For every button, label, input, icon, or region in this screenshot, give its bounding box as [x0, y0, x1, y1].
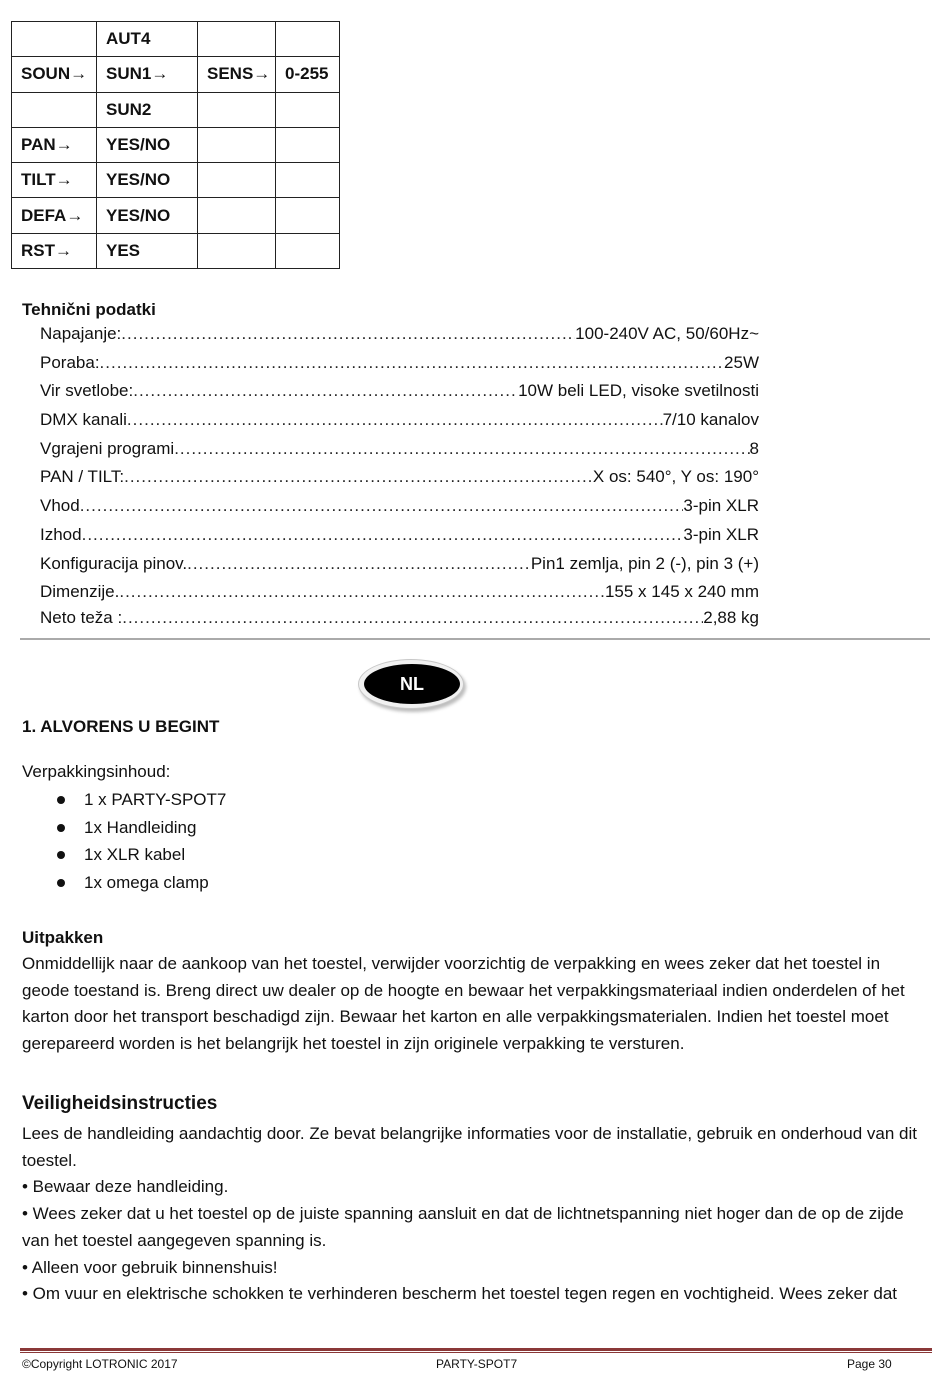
spec-value: 155 x 145 x 240 mm	[604, 582, 759, 602]
spec-row	[40, 406, 759, 435]
leader-dots	[122, 607, 703, 629]
table-cell	[198, 92, 276, 127]
table-cell: YES/NO	[97, 127, 198, 162]
table-cell	[198, 22, 276, 57]
table-cell: PAN→	[12, 127, 97, 162]
spec-label: Neto teža :	[40, 607, 123, 627]
leader-dots	[119, 578, 605, 607]
spec-value: 3-pin XLR	[683, 496, 759, 516]
spec-row	[40, 435, 759, 464]
table-cell: TILT→	[12, 163, 97, 198]
table-cell	[12, 22, 97, 57]
table-cell: YES	[97, 233, 198, 268]
spec-value: X os: 540°, Y os: 190°	[592, 467, 759, 487]
leader-dots	[82, 521, 684, 550]
spec-label: Konfiguracija pinov.	[40, 553, 188, 573]
table-cell	[198, 127, 276, 162]
package-contents-list	[0, 786, 226, 897]
leader-dots	[133, 377, 518, 406]
unpacking-paragraph: Onmiddellijk naar de aankoop van het toestel, verwijder voorzichtig de verpakking en wees zeker dat het toestel in geode toestand is. Breng direct uw dealer op de hoogte en bewaar het verpakkingsmateriaal indien onderdelen of het karton door het transport beschadigd zijn. Bewaar het karton en alle verpakkingsmaterialen. Indien het toestel moet gerepareerd worden is het belangrijk het toestel in zijn originele verpakking te versturen.	[22, 954, 905, 1054]
table-cell: SUN1→	[97, 57, 198, 92]
bullet-icon	[57, 879, 65, 887]
table-row	[12, 198, 340, 233]
spec-label: Vgrajeni programi	[40, 438, 175, 458]
table-cell	[198, 163, 276, 198]
table-cell	[276, 92, 340, 127]
leader-dots	[100, 349, 724, 378]
spec-label: Vhod	[40, 496, 80, 516]
section-divider	[20, 638, 930, 640]
spec-row	[40, 320, 759, 349]
language-badge-label: NL	[364, 664, 460, 704]
table-row	[12, 127, 340, 162]
spec-row	[40, 607, 759, 629]
table-cell	[276, 22, 340, 57]
spec-value: 10W beli LED, visoke svetilnosti	[518, 381, 759, 401]
table-cell	[198, 198, 276, 233]
table-row	[12, 22, 340, 57]
spec-value: 100-240V AC, 50/60Hz~	[575, 324, 759, 343]
leader-dots	[174, 435, 749, 464]
bullet-icon	[57, 851, 65, 859]
leader-dots	[124, 463, 593, 492]
table-cell: YES/NO	[97, 198, 198, 233]
footer-rule-thin	[20, 1352, 932, 1353]
table-cell: SOUN→	[12, 57, 97, 92]
safety-text	[22, 1121, 932, 1308]
spec-value: 7/10 kanalov	[662, 410, 759, 430]
specs-title: Tehnični podatki	[22, 300, 156, 319]
specs-list	[40, 320, 759, 629]
spec-row	[40, 349, 759, 378]
safety-heading: Veiligheidsinstructies	[22, 1093, 218, 1114]
spec-label: Napajanje:	[40, 324, 122, 343]
safety-bullet: • Bewaar deze handleiding.	[22, 1177, 229, 1197]
spec-label: PAN / TILT:	[40, 467, 125, 487]
safety-bullet: • Alleen voor gebruik binnenshuis!	[22, 1257, 278, 1277]
safety-bullet: • Wees zeker dat u het toestel op de juiste spanning aansluit en dat de lichtnetspanning niet hoger dan de op de zijde van het toestel aangegeven spanning is.	[22, 1204, 904, 1250]
unpacking-heading: Uitpakken	[22, 928, 104, 947]
package-contents-intro: Verpakkingsinhoud:	[22, 762, 171, 781]
language-badge	[358, 659, 464, 709]
table-row	[12, 163, 340, 198]
list-item: 1 x PARTY-SPOT7	[0, 786, 226, 814]
table-cell: RST→	[12, 233, 97, 268]
spec-label: Dimenzije.	[40, 582, 120, 602]
spec-label: Poraba:	[40, 352, 100, 372]
list-item: 1x XLR kabel	[0, 841, 226, 869]
table-cell	[12, 92, 97, 127]
table-cell: SUN2	[97, 92, 198, 127]
table-row	[12, 57, 340, 92]
spec-value: 3-pin XLR	[683, 524, 759, 544]
leader-dots	[121, 320, 575, 349]
table-cell	[276, 163, 340, 198]
table-cell: AUT4	[97, 22, 198, 57]
table-cell: YES/NO	[97, 163, 198, 198]
table-row	[12, 92, 340, 127]
footer-copyright: ©Copyright LOTRONIC 2017	[22, 1357, 178, 1371]
section-heading: 1. ALVORENS U BEGINT	[22, 717, 220, 736]
spec-value: Pin1 zemlja, pin 2 (-), pin 3 (+)	[530, 553, 759, 573]
safety-bullet: • Om vuur en elektrische schokken te verhinderen bescherm het toestel tegen regen en vochtigheid. Wees zeker dat	[22, 1284, 898, 1304]
spec-row	[40, 492, 759, 521]
footer-rule	[20, 1348, 932, 1351]
safety-intro: Lees de handleiding aandachtig door. Ze bevat belangrijke informaties voor de installatie, gebruik en onderhoud van dit toestel.	[22, 1124, 917, 1170]
spec-label: Izhod	[40, 524, 82, 544]
spec-value: 2,88 kg	[703, 607, 759, 627]
spec-row	[40, 463, 759, 492]
menu-table	[11, 21, 340, 269]
spec-label: DMX kanali	[40, 410, 127, 430]
list-item: 1x omega clamp	[0, 869, 226, 897]
spec-label: Vir svetlobe:	[40, 381, 134, 401]
spec-row	[40, 521, 759, 550]
list-item: 1x Handleiding	[0, 814, 226, 842]
spec-value: 8	[749, 438, 759, 458]
spec-row	[40, 578, 759, 607]
table-cell	[276, 127, 340, 162]
bullet-icon	[57, 824, 65, 832]
leader-dots	[187, 550, 531, 579]
footer-product: PARTY-SPOT7	[436, 1357, 518, 1371]
table-cell	[276, 233, 340, 268]
leader-dots	[80, 492, 684, 521]
leader-dots	[127, 406, 663, 435]
spec-row	[40, 377, 759, 406]
spec-row	[40, 550, 759, 579]
table-cell: SENS→	[198, 57, 276, 92]
footer-page-number: Page 30	[847, 1357, 892, 1371]
table-cell	[198, 233, 276, 268]
table-cell	[276, 198, 340, 233]
bullet-icon	[57, 796, 65, 804]
spec-value: 25W	[724, 352, 759, 372]
table-cell: 0-255	[276, 57, 340, 92]
table-cell: DEFA→	[12, 198, 97, 233]
table-row	[12, 233, 340, 268]
